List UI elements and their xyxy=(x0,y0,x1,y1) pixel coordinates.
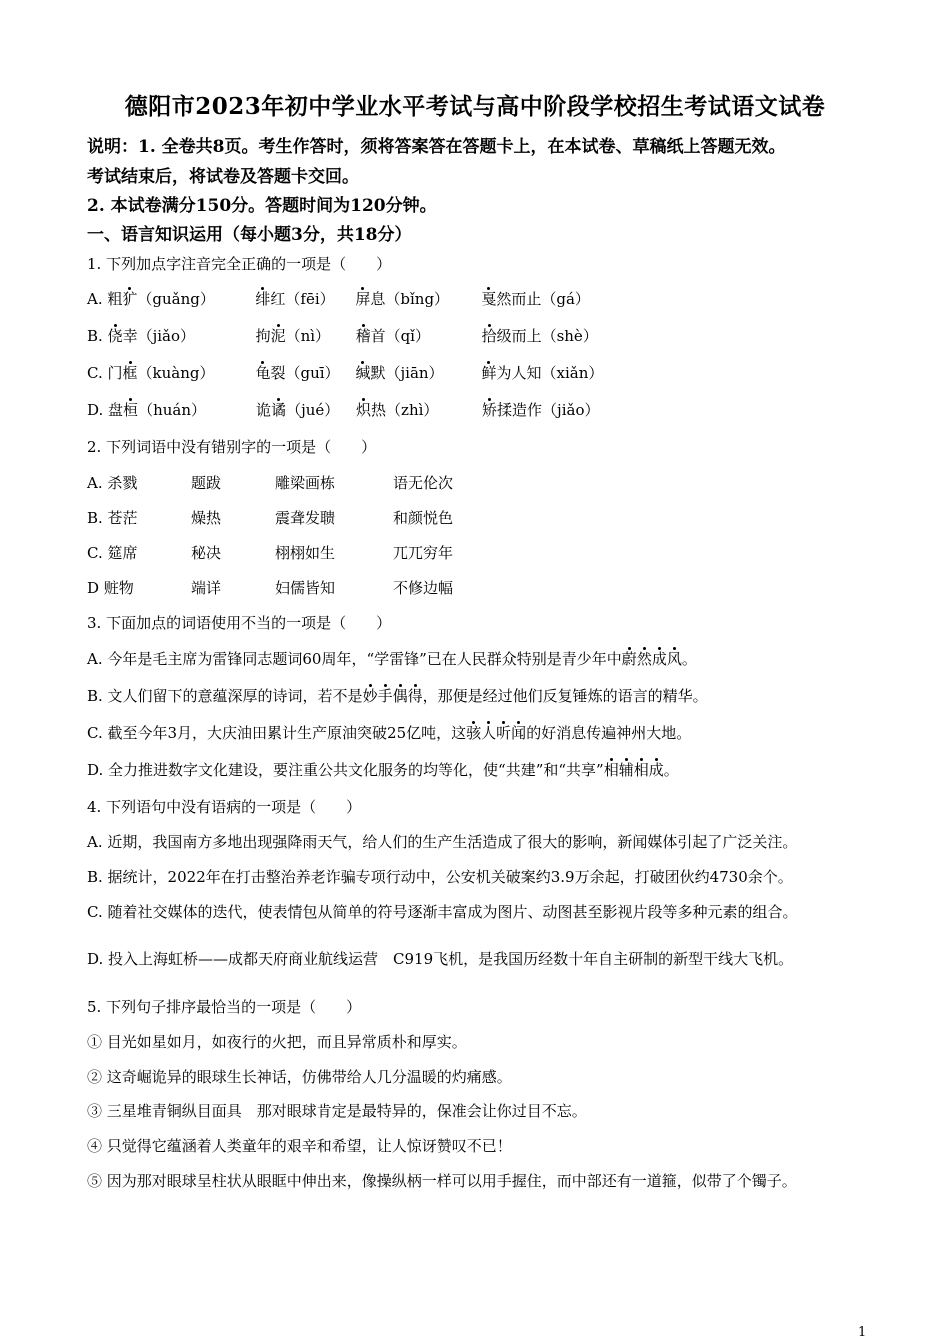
item-text: 热（zhì） xyxy=(371,401,439,419)
pinyin-item xyxy=(108,326,256,346)
dotted-phrase xyxy=(466,724,526,742)
item-text: 揉造作（jiǎo） xyxy=(497,401,600,419)
option-text: ，那便是经过他们反复锤炼的语言的精华。 xyxy=(422,687,708,705)
dotted-char: 绯 xyxy=(255,290,271,308)
option-text: 。 xyxy=(663,761,679,779)
word: 燥热 xyxy=(191,509,222,527)
item-text: （nì） xyxy=(285,327,331,345)
item-text: （huán） xyxy=(138,401,206,419)
question-1-option-d xyxy=(87,400,599,420)
option-text: D. 全力推进数字文化建设，要注重公共文化服务的均等化，使“共建”和“共享” xyxy=(87,761,604,779)
item-text: 诡 xyxy=(256,401,272,419)
dotted-char: 蔚 xyxy=(621,650,637,668)
dotted-char: 人 xyxy=(481,724,497,742)
dotted-char: 缄 xyxy=(355,364,371,382)
word: C. 筵席 xyxy=(87,544,138,562)
option-text: C. 截至今年3月，大庆油田累计生产原油突破25亿吨，这 xyxy=(87,724,467,742)
question-1-stem: 1. 下列加点字注音完全正确的一项是（ ） xyxy=(87,255,392,273)
word: 兀兀穷年 xyxy=(393,544,454,562)
page-title: 德阳市2023年初中学业水平考试与高中阶段学校招生考试语文试卷 xyxy=(124,93,826,120)
dotted-char: 手 xyxy=(377,687,393,705)
question-1-option-b xyxy=(87,326,598,346)
question-2-option-a xyxy=(87,473,453,493)
dotted-char: 成 xyxy=(648,761,664,779)
instructions-line-2: 考试结束后，将试卷及答题卡交回。 xyxy=(87,167,359,187)
word: 语无伦次 xyxy=(393,474,454,492)
pinyin-item xyxy=(255,289,355,309)
question-3-option-d xyxy=(87,760,679,780)
item-text: 拘 xyxy=(255,327,271,345)
dotted-char: 相 xyxy=(633,761,649,779)
item-text: （guǎng） xyxy=(137,290,215,308)
item-text: 红（fēi） xyxy=(270,290,335,308)
dotted-char: 骇 xyxy=(466,724,482,742)
dotted-char: 戛 xyxy=(481,290,497,308)
option-text: 。 xyxy=(681,650,697,668)
dotted-char: 矫 xyxy=(482,401,498,419)
question-2-stem: 2. 下列词语中没有错别字的一项是（ ） xyxy=(87,438,377,456)
item-text: 然而止（gá） xyxy=(496,290,590,308)
dotted-char: 然 xyxy=(636,650,652,668)
dotted-char: 闻 xyxy=(511,724,527,742)
dotted-char: 泥 xyxy=(270,327,286,345)
dotted-char: 听 xyxy=(496,724,512,742)
dotted-char: 拾 xyxy=(481,327,497,345)
pinyin-item xyxy=(107,363,255,383)
question-4-stem: 4. 下列语句中没有语病的一项是（ ） xyxy=(87,798,362,816)
dotted-char: 犷 xyxy=(122,290,138,308)
item-text: 裂（guī） xyxy=(270,364,340,382)
pinyin-item xyxy=(355,289,481,309)
item-text: 粗 xyxy=(107,290,123,308)
option-text: B. 文人们留下的意蕴深厚的诗词，若不是 xyxy=(87,687,363,705)
word: 端详 xyxy=(191,579,222,597)
pinyin-item xyxy=(482,400,599,420)
dotted-char: 屏 xyxy=(355,290,371,308)
item-text: 盘 xyxy=(108,401,124,419)
dotted-char: 稽 xyxy=(355,327,371,345)
question-2-option-d xyxy=(87,578,453,598)
dotted-char: 得 xyxy=(407,687,423,705)
pinyin-item xyxy=(255,363,355,383)
pinyin-item xyxy=(356,326,482,346)
question-5-stem: 5. 下列句子排序最恰当的一项是（ ） xyxy=(87,998,362,1016)
pinyin-item xyxy=(107,289,255,309)
dotted-char: 桓 xyxy=(123,401,139,419)
item-text: （kuàng） xyxy=(137,364,215,382)
word: 和颜悦色 xyxy=(393,509,454,527)
question-1-option-c xyxy=(87,363,603,383)
dotted-char: 妙 xyxy=(362,687,378,705)
question-4-option-b: B. 据统计，2022年在打击整治养老诈骗专项行动中，公安机关破案约3.9万余起，打破团伙约4730余个。 xyxy=(87,868,793,886)
page-number: 1 xyxy=(858,1325,867,1340)
item-text: 息（bǐng） xyxy=(370,290,450,308)
pinyin-item xyxy=(256,400,356,420)
question-2-option-b xyxy=(87,508,453,528)
word: 秘决 xyxy=(191,544,222,562)
dotted-phrase xyxy=(622,650,682,668)
dotted-char: 侥 xyxy=(107,327,123,345)
option-label: A. xyxy=(87,290,108,308)
item-text: 门 xyxy=(107,364,123,382)
item-text: 为人知（xiǎn） xyxy=(496,364,604,382)
word: 题跋 xyxy=(191,474,222,492)
word: 栩栩如生 xyxy=(275,544,336,562)
sentence-2: ② 这奇崛诡异的眼球生长神话，仿佛带给人几分温暖的灼痛感。 xyxy=(87,1068,512,1086)
word: 妇儒皆知 xyxy=(275,579,336,597)
item-text: 默（jiān） xyxy=(370,364,444,382)
pinyin-item xyxy=(481,363,603,383)
dotted-char: 炽 xyxy=(356,401,372,419)
dotted-char: 龟 xyxy=(255,364,271,382)
dotted-char: 风 xyxy=(666,650,682,668)
word: 雕梁画栋 xyxy=(275,474,336,492)
sentence-3: ③ 三星堆青铜纵目面具 那对眼球肯定是最特异的，保准会让你过目不忘。 xyxy=(87,1102,587,1120)
option-label: D. xyxy=(87,401,109,419)
item-text: （jué） xyxy=(286,401,340,419)
dotted-char: 框 xyxy=(122,364,138,382)
option-text: 的好消息传遍神州大地。 xyxy=(526,724,692,742)
dotted-char: 谲 xyxy=(271,401,287,419)
pinyin-item xyxy=(256,326,356,346)
dotted-char: 偶 xyxy=(392,687,408,705)
dotted-phrase xyxy=(604,761,664,779)
question-3-option-c xyxy=(87,723,691,743)
pinyin-item xyxy=(356,400,482,420)
section-heading: 一、语言知识运用（每小题3分，共18分） xyxy=(87,225,412,245)
pinyin-item xyxy=(482,326,598,346)
dotted-char: 辅 xyxy=(618,761,634,779)
pinyin-item xyxy=(481,289,590,309)
question-2-option-c xyxy=(87,543,453,563)
option-label: C. xyxy=(87,364,108,382)
word: 不修边幅 xyxy=(393,579,454,597)
item-text: 级而上（shè） xyxy=(496,327,598,345)
sentence-1: ① 目光如星如月，如夜行的火把，而且异常质朴和厚实。 xyxy=(87,1033,467,1051)
instructions-line-1: 说明：1. 全卷共8页。考生作答时，须将答案答在答题卡上，在本试卷、草稿纸上答题无效。 xyxy=(87,137,786,157)
pinyin-item xyxy=(108,400,256,420)
question-3-option-a xyxy=(87,649,697,669)
question-3-stem: 3. 下面加点的词语使用不当的一项是（ ） xyxy=(87,614,392,632)
word: A. 杀戮 xyxy=(87,474,138,492)
pinyin-item xyxy=(355,363,481,383)
sentence-5: ⑤ 因为那对眼球呈柱状从眼眶中伸出来，像操纵柄一样可以用手握住，而中部还有一道箍，似带了个镯子。 xyxy=(87,1172,797,1190)
dotted-char: 相 xyxy=(603,761,619,779)
question-3-option-b xyxy=(87,686,708,706)
dotted-char: 鲜 xyxy=(481,364,497,382)
word: 震聋发聩 xyxy=(275,509,336,527)
item-text: 首（qǐ） xyxy=(370,327,430,345)
instructions-line-3: 2. 本试卷满分150分。答题时间为120分钟。 xyxy=(87,196,437,216)
option-label: B. xyxy=(87,327,108,345)
word: D 赃物 xyxy=(87,579,134,597)
option-text: A. 今年是毛主席为雷锋同志题词60周年，“学雷锋”已在人民群众特别是青少年中 xyxy=(87,650,622,668)
dotted-char: 成 xyxy=(651,650,667,668)
word: B. 苍茫 xyxy=(87,509,138,527)
dotted-phrase xyxy=(363,687,423,705)
question-1-option-a xyxy=(87,289,590,309)
question-4-option-a: A. 近期，我国南方多地出现强降雨天气，给人们的生产生活造成了很大的影响，新闻媒体引起了广泛关注。 xyxy=(87,833,798,851)
question-4-option-d: D. 投入上海虹桥——成都天府商业航线运营 C919飞机，是我国历经数十年自主研制的新型干线大飞机。 xyxy=(87,950,794,968)
item-text: 幸（jiǎo） xyxy=(122,327,196,345)
question-4-option-c: C. 随着社交媒体的迭代，使表情包从简单的符号逐渐丰富成为图片、动图甚至影视片段等多种元素的组合。 xyxy=(87,903,798,921)
sentence-4: ④ 只觉得它蕴涵着人类童年的艰辛和希望，让人惊讶赞叹不已！ xyxy=(87,1137,512,1155)
